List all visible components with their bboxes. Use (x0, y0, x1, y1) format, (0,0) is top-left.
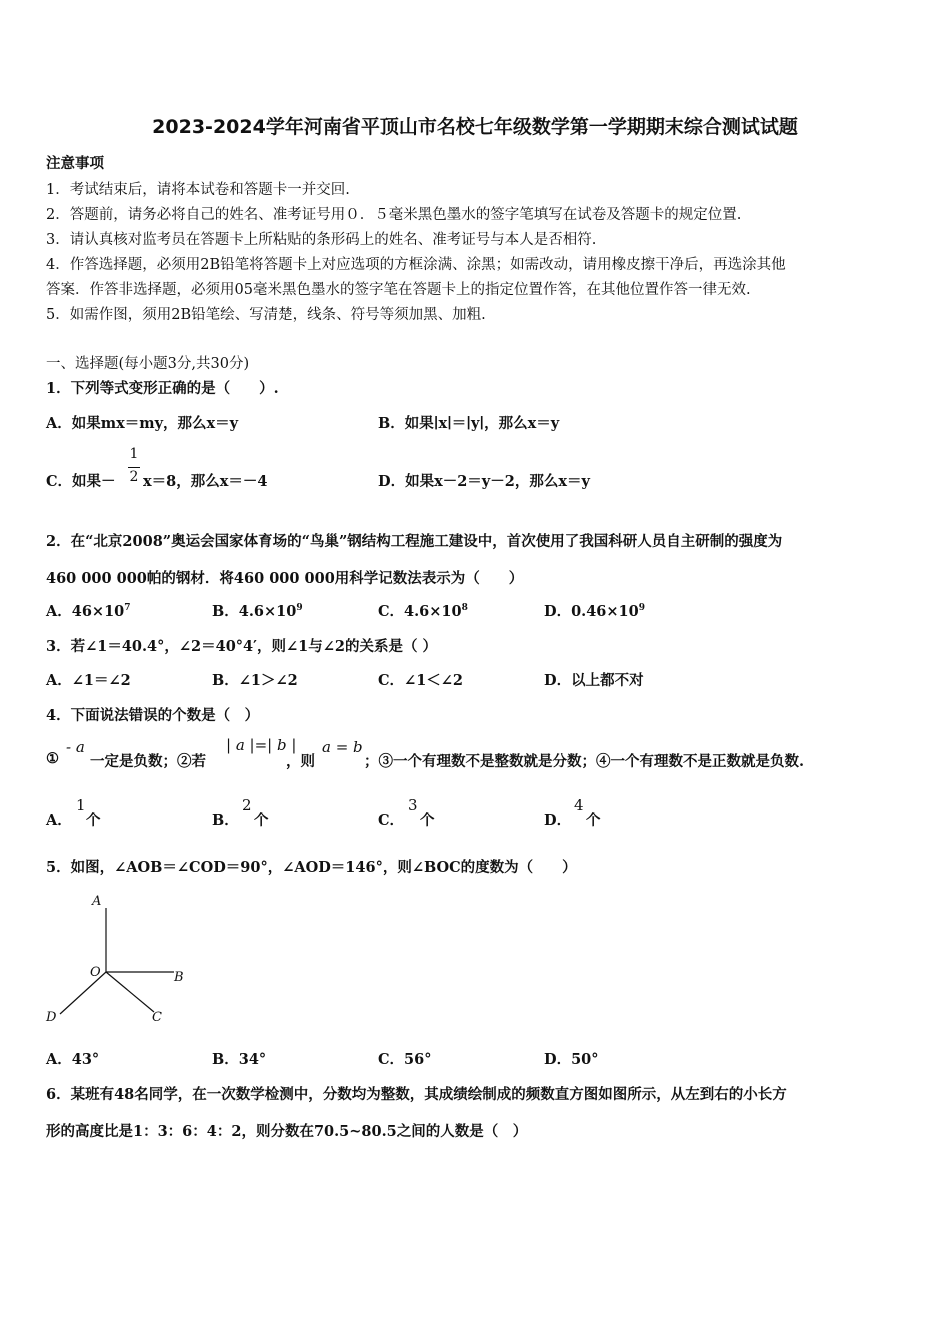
option-unit: 个 (586, 812, 601, 829)
option-number: 4 (574, 796, 584, 814)
label-a: A (92, 894, 102, 909)
option-number: 2 (242, 796, 252, 814)
fraction-denominator: 2 (129, 469, 139, 485)
label-c: C (152, 1010, 162, 1025)
option-number: 1 (76, 796, 86, 814)
notice-item: 3．请认真核对监考员在答题卡上所粘贴的条形码上的姓名、准考证号与本人是否相符. (46, 232, 597, 248)
section-heading: 一、选择题(每小题3分,共30分) (46, 356, 250, 372)
q4-option-b: B． (212, 812, 239, 829)
q4-stem: 4．下面说法错误的个数是（ ） (46, 707, 260, 724)
q3-option-a: A．∠1＝∠2 (46, 672, 131, 689)
option-number: 3 (408, 796, 418, 814)
option-text: B．4.6×10 (212, 603, 297, 620)
q1-option-d: D．如果x－2＝y－2，那么x＝y (378, 473, 590, 490)
exponent: 9 (638, 603, 645, 613)
q2-option-c (378, 600, 468, 621)
q4-option-a: A． (46, 812, 72, 829)
option-text: D．0.46×10 (544, 603, 639, 620)
notice-item: 4．作答选择题，必须用2B铅笔将答题卡上对应选项的方框涂满、涂黑；如需改动，请用橡皮擦干净后，再选涂其他 (46, 257, 786, 273)
q1-stem: 1．下列等式变形正确的是（ ）. (46, 380, 279, 397)
q3-stem: 3．若∠1＝40.4°，∠2＝40°4′，则∠1与∠2的关系是（ ） (46, 638, 437, 655)
exponent: 9 (296, 603, 303, 613)
angle-diagram (40, 890, 200, 1030)
option-text: C．4.6×10 (378, 603, 462, 620)
label-o: O (90, 965, 101, 980)
q2-option-a (46, 600, 131, 621)
math-a-equals-b: a = b (322, 738, 363, 756)
q4-option-c: C． (378, 812, 405, 829)
q6-stem-line2: 形的高度比是1：3：6：4：2，则分数在70.5~80.5之间的人数是（ ） (46, 1123, 528, 1140)
notice-item: 2．答题前，请务必将自己的姓名、准考证号用０．５毫米黑色墨水的签字笔填写在试卷及答题卡的规定位置. (46, 207, 742, 223)
ray-oc (106, 972, 154, 1012)
q3-option-c: C．∠1＜∠2 (378, 672, 464, 689)
option-unit: 个 (86, 812, 101, 829)
q3-option-b: B．∠1＞∠2 (212, 672, 298, 689)
math-neg-a: - a (66, 738, 85, 756)
q4-statement-text: 一定是负数；②若 (90, 753, 206, 770)
q1-option-c-prefix: C．如果－ (46, 473, 116, 490)
notice-item: 答案．作答非选择题，必须用05毫米黑色墨水的签字笔在答题卡上的指定位置作答，在其他位置作答一律无效. (46, 282, 751, 298)
option-unit: 个 (420, 812, 435, 829)
option-text: A．46×10 (46, 603, 125, 620)
notice-item: 1．考试结束后，请将本试卷和答题卡一并交回. (46, 182, 350, 198)
notice-heading: 注意事项 (46, 155, 104, 172)
q2-option-b (212, 600, 303, 621)
q4-statement-text: ，则 (286, 753, 315, 770)
label-d: D (46, 1010, 57, 1025)
q6-stem-line1: 6．某班有48名同学，在一次数学检测中，分数均为整数，其成绩绘制成的频数直方图如图所示，从左到右的小长方 (46, 1086, 787, 1103)
q1-option-a: A．如果mx＝my，那么x＝y (46, 415, 239, 432)
q5-option-d: D．50° (544, 1051, 599, 1068)
exponent: 7 (124, 603, 131, 613)
exponent: 8 (461, 603, 468, 613)
fraction-numerator: 1 (129, 446, 139, 462)
q2-stem-line1: 2．在“北京2008”奥运会国家体育场的“鸟巢”钢结构工程施工建设中，首次使用了我国科研人员自主研制的强度为 (46, 533, 783, 550)
q3-option-d: D．以上都不对 (544, 672, 644, 689)
q4-statement-text: ；③一个有理数不是整数就是分数；④一个有理数不是正数就是负数. (364, 753, 805, 770)
q5-option-c: C．56° (378, 1051, 432, 1068)
page-title: 2023-2024学年河南省平顶山市名校七年级数学第一学期期末综合测试试题 (152, 116, 798, 138)
q4-option-d: D． (544, 812, 572, 829)
fraction-bar (128, 467, 140, 468)
label-b: B (174, 970, 184, 985)
q5-stem: 5．如图，∠AOB＝∠COD＝90°，∠AOD＝146°，则∠BOC的度数为（ ） (46, 859, 577, 876)
notice-item: 5．如需作图，须用2B铅笔绘、写清楚，线条、符号等须加黑、加粗. (46, 307, 486, 323)
q1-option-c-suffix: x＝8，那么x＝－4 (143, 473, 268, 490)
q5-option-a: A．43° (46, 1051, 100, 1068)
q4-statement-1: ① (46, 750, 59, 767)
option-unit: 个 (254, 812, 269, 829)
q2-stem-line2: 460 000 000帕的钢材．将460 000 000用科学记数法表示为（ ） (46, 570, 524, 587)
q2-option-d (544, 600, 645, 621)
q5-option-b: B．34° (212, 1051, 267, 1068)
q1-option-b: B．如果∣x∣＝∣y∣，那么x＝y (378, 415, 560, 432)
math-abs-equal: | a |=| b | (226, 736, 297, 754)
